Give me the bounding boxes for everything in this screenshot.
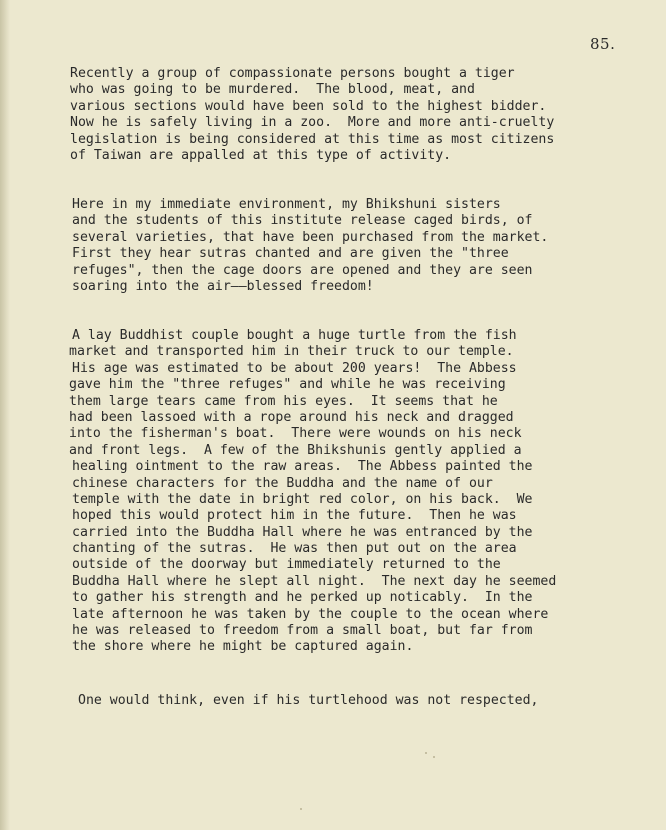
text-line: Here in my immediate environment, my Bhikshuni sisters	[72, 197, 501, 212]
text-line: refuges", then the cage doors are opened and they are seen	[72, 262, 533, 278]
paper-speck	[300, 808, 302, 810]
text-line: the shore where he might be captured again.	[72, 639, 414, 655]
text-line: he was released to freedom from a small boat, but far from	[72, 623, 533, 639]
text-line: chanting of the sutras. He was then put out on the area	[72, 541, 517, 557]
text-line: Now he is safely living in a zoo. More and more anti-cruelty	[70, 115, 555, 131]
text-line: various sections would have been sold to the highest bidder.	[70, 98, 547, 114]
text-line: and the students of this institute release caged birds, of	[72, 213, 533, 229]
text-line: First they hear sutras chanted and are given the "three	[72, 246, 509, 262]
text-line: Recently a group of compassionate persons bought a tiger	[70, 66, 515, 81]
text-line: had been lassoed with a rope around his neck and dragged	[69, 409, 514, 425]
text-line: chinese characters for the Buddha and the name of our	[72, 475, 493, 491]
text-line: healing ointment to the raw areas. The Abbess painted the	[72, 459, 533, 475]
text-line: and front legs. A few of the Bhikshunis gently applied a	[69, 442, 522, 458]
paragraph-birds	[72, 197, 548, 295]
text-line: market and transported him in their truck to our temple.	[69, 344, 514, 360]
paper-speck	[433, 756, 435, 758]
text-line: His age was estimated to be about 200 years! The Abbess	[72, 360, 517, 376]
page-edge	[0, 0, 10, 830]
text-line: Buddha Hall where he slept all night. The next day he seemed	[72, 573, 557, 589]
paragraph-tiger	[70, 66, 554, 164]
text-line: who was going to be murdered. The blood, meat, and	[70, 82, 475, 98]
text-line: hoped this would protect him in the future. Then he was	[72, 508, 517, 524]
text-line: legislation is being considered at this time as most citizens	[70, 131, 555, 147]
text-line: several varieties, that have been purchased from the market.	[72, 229, 549, 245]
text-line: temple with the date in bright red color, on his back. We	[72, 491, 533, 507]
paper-speck	[425, 752, 427, 754]
text-line: late afternoon he was taken by the couple to the ocean where	[72, 606, 549, 622]
paragraph-turtle	[69, 328, 557, 656]
text-line: them large tears came from his eyes. It seems that he	[69, 393, 498, 409]
text-line: to gather his strength and he perked up noticably. In the	[72, 590, 533, 606]
text-line: soaring into the air——blessed freedom!	[72, 278, 374, 294]
text-line: outside of the doorway but immediately returned to the	[72, 557, 501, 573]
text-line: A lay Buddhist couple bought a huge turtle from the fish	[72, 328, 517, 343]
page-number: 85.	[590, 35, 616, 53]
text-line: carried into the Buddha Hall where he was entranced by the	[72, 524, 533, 540]
text-line: into the fisherman's boat. There were wounds on his neck	[69, 426, 522, 442]
paragraph-closing	[78, 693, 539, 709]
text-line: gave him the "three refuges" and while he was receiving	[69, 377, 506, 393]
text-line: of Taiwan are appalled at this type of activity.	[70, 147, 452, 163]
text-line: One would think, even if his turtlehood was not respected,	[78, 693, 539, 708]
